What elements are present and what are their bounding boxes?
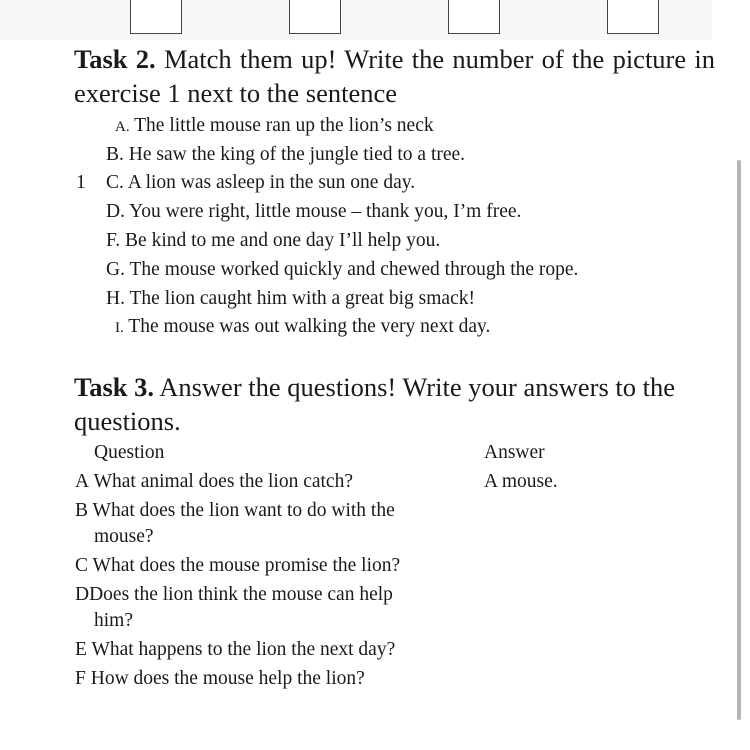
task2-item-f [106, 229, 440, 253]
item-i-letter: I. [115, 320, 124, 336]
task2-instruction: Match them up! Write the number of the picture in exercise 1 next to the sentence [74, 44, 716, 108]
question-a [75, 470, 353, 494]
question-a-text: What animal does the lion catch? [93, 471, 353, 492]
question-column-header: Question [94, 442, 165, 463]
answer-box-4[interactable] [607, 0, 659, 34]
answer-box-3[interactable] [448, 0, 500, 34]
task2-item-b [106, 143, 465, 167]
task2-heading [74, 42, 715, 110]
question-a-letter: A [75, 471, 90, 492]
question-b-continuation: mouse? [94, 526, 154, 547]
item-c-text: A lion was asleep in the sun one day. [127, 172, 416, 193]
question-b [75, 499, 395, 523]
question-d [75, 583, 393, 607]
item-a-letter: A. [115, 119, 130, 135]
question-f-letter: F [75, 668, 86, 689]
question-d-letter: D [75, 584, 90, 605]
task2-item-i [115, 315, 490, 340]
item-f-text: Be kind to me and one day I’ll help you. [125, 230, 441, 251]
question-e [75, 638, 395, 662]
question-d-continuation: him? [94, 610, 133, 631]
question-f [75, 667, 365, 691]
question-c-text: What does the mouse promise the lion? [92, 555, 401, 576]
question-b-letter: B [75, 500, 89, 521]
task2-item-d [106, 200, 521, 224]
question-c [75, 554, 400, 578]
item-c-number: 1 [76, 172, 86, 193]
item-a-text: The little mouse ran up the lion’s neck [134, 115, 434, 136]
item-c-letter: C. [106, 172, 124, 193]
question-d-text: Does the lion think the mouse can help [89, 584, 393, 605]
task2-item-a [115, 114, 434, 139]
answer-column-header: Answer [484, 442, 545, 463]
item-d-letter: D. [106, 201, 125, 222]
task2-item-h [106, 287, 475, 311]
item-f-letter: F. [106, 230, 121, 251]
item-g-letter: G. [106, 259, 125, 280]
question-e-text: What happens to the lion the next day? [91, 639, 396, 660]
question-f-text: How does the mouse help the lion? [90, 668, 365, 689]
answer-box-2[interactable] [289, 0, 341, 34]
task2-item-c [106, 171, 415, 195]
task3-heading [74, 370, 715, 438]
task2-label: Task 2. [74, 44, 156, 74]
vertical-scrollbar[interactable] [737, 160, 741, 720]
top-answer-strip [0, 0, 712, 40]
answer-box-1[interactable] [130, 0, 182, 34]
item-d-text: You were right, little mouse – thank you, I’m free. [129, 201, 522, 222]
item-g-text: The mouse worked quickly and chewed through the rope. [129, 259, 579, 280]
answer-a: A mouse. [484, 471, 558, 492]
item-h-text: The lion caught him with a great big smack! [129, 288, 475, 309]
item-b-letter: B. [106, 144, 124, 165]
item-h-letter: H. [106, 288, 125, 309]
item-i-text: The mouse was out walking the very next day. [128, 316, 491, 337]
question-c-letter: C [75, 555, 89, 576]
task3-instruction: Answer the questions! Write your answers to the questions. [74, 372, 676, 436]
item-b-text: He saw the king of the jungle tied to a tree. [128, 144, 466, 165]
question-e-letter: E [75, 639, 87, 660]
question-b-text: What does the lion want to do with the [92, 500, 395, 521]
task2-item-g [106, 258, 578, 282]
task3-label: Task 3. [74, 372, 155, 402]
